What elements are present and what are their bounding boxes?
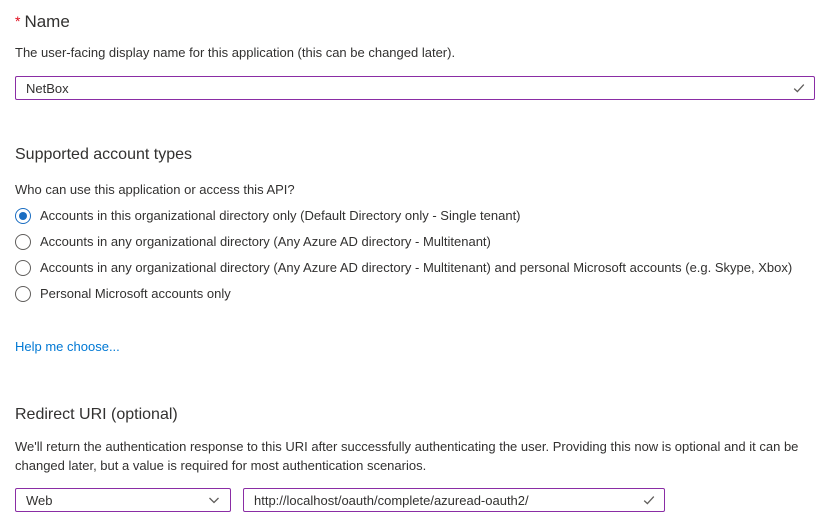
- radio-icon[interactable]: [15, 260, 31, 276]
- chevron-down-icon: [206, 492, 222, 508]
- account-types-radio-group: [15, 208, 815, 302]
- name-section-title: [15, 10, 815, 33]
- name-description: The user-facing display name for this application (this can be changed later).: [15, 45, 456, 60]
- radio-icon[interactable]: [15, 286, 31, 302]
- account-type-label: Personal Microsoft accounts only: [40, 286, 231, 301]
- account-type-option-multitenant-personal[interactable]: [15, 260, 815, 276]
- account-type-label: Accounts in this organizational directory only (Default Directory only - Single tenant): [40, 208, 521, 223]
- radio-icon[interactable]: [15, 234, 31, 250]
- account-type-option-multitenant[interactable]: [15, 234, 815, 250]
- account-types-question: Who can use this application or access this API?: [15, 182, 295, 197]
- account-type-option-personal-only[interactable]: [15, 286, 815, 302]
- name-input-wrap: [15, 76, 815, 100]
- account-type-option-single-tenant[interactable]: [15, 208, 815, 224]
- name-label: Name: [24, 12, 70, 31]
- platform-select[interactable]: [15, 488, 231, 512]
- name-input[interactable]: [15, 76, 815, 100]
- redirect-uri-description: We'll return the authentication response to this URI after successfully authenticating the user. Providing this now is optional and it can be changed later, but a value is required for most authentication scenarios.: [15, 439, 799, 473]
- required-asterisk: *: [15, 13, 21, 29]
- help-me-choose-link[interactable]: Help me choose...: [15, 339, 120, 354]
- account-type-label: Accounts in any organizational directory (Any Azure AD directory - Multitenant): [40, 234, 491, 249]
- account-types-title: Supported account types: [15, 146, 193, 163]
- redirect-uri-input[interactable]: [243, 488, 665, 512]
- redirect-uri-title: Redirect URI (optional): [15, 406, 178, 423]
- redirect-uri-input-wrap: [243, 488, 665, 512]
- account-type-label: Accounts in any organizational directory (Any Azure AD directory - Multitenant) and personal Microsoft accounts (e.g. Skype, Xbox): [40, 260, 793, 275]
- redirect-uri-row: [15, 488, 815, 512]
- platform-select-value: Web: [26, 492, 53, 508]
- radio-icon[interactable]: [15, 208, 31, 224]
